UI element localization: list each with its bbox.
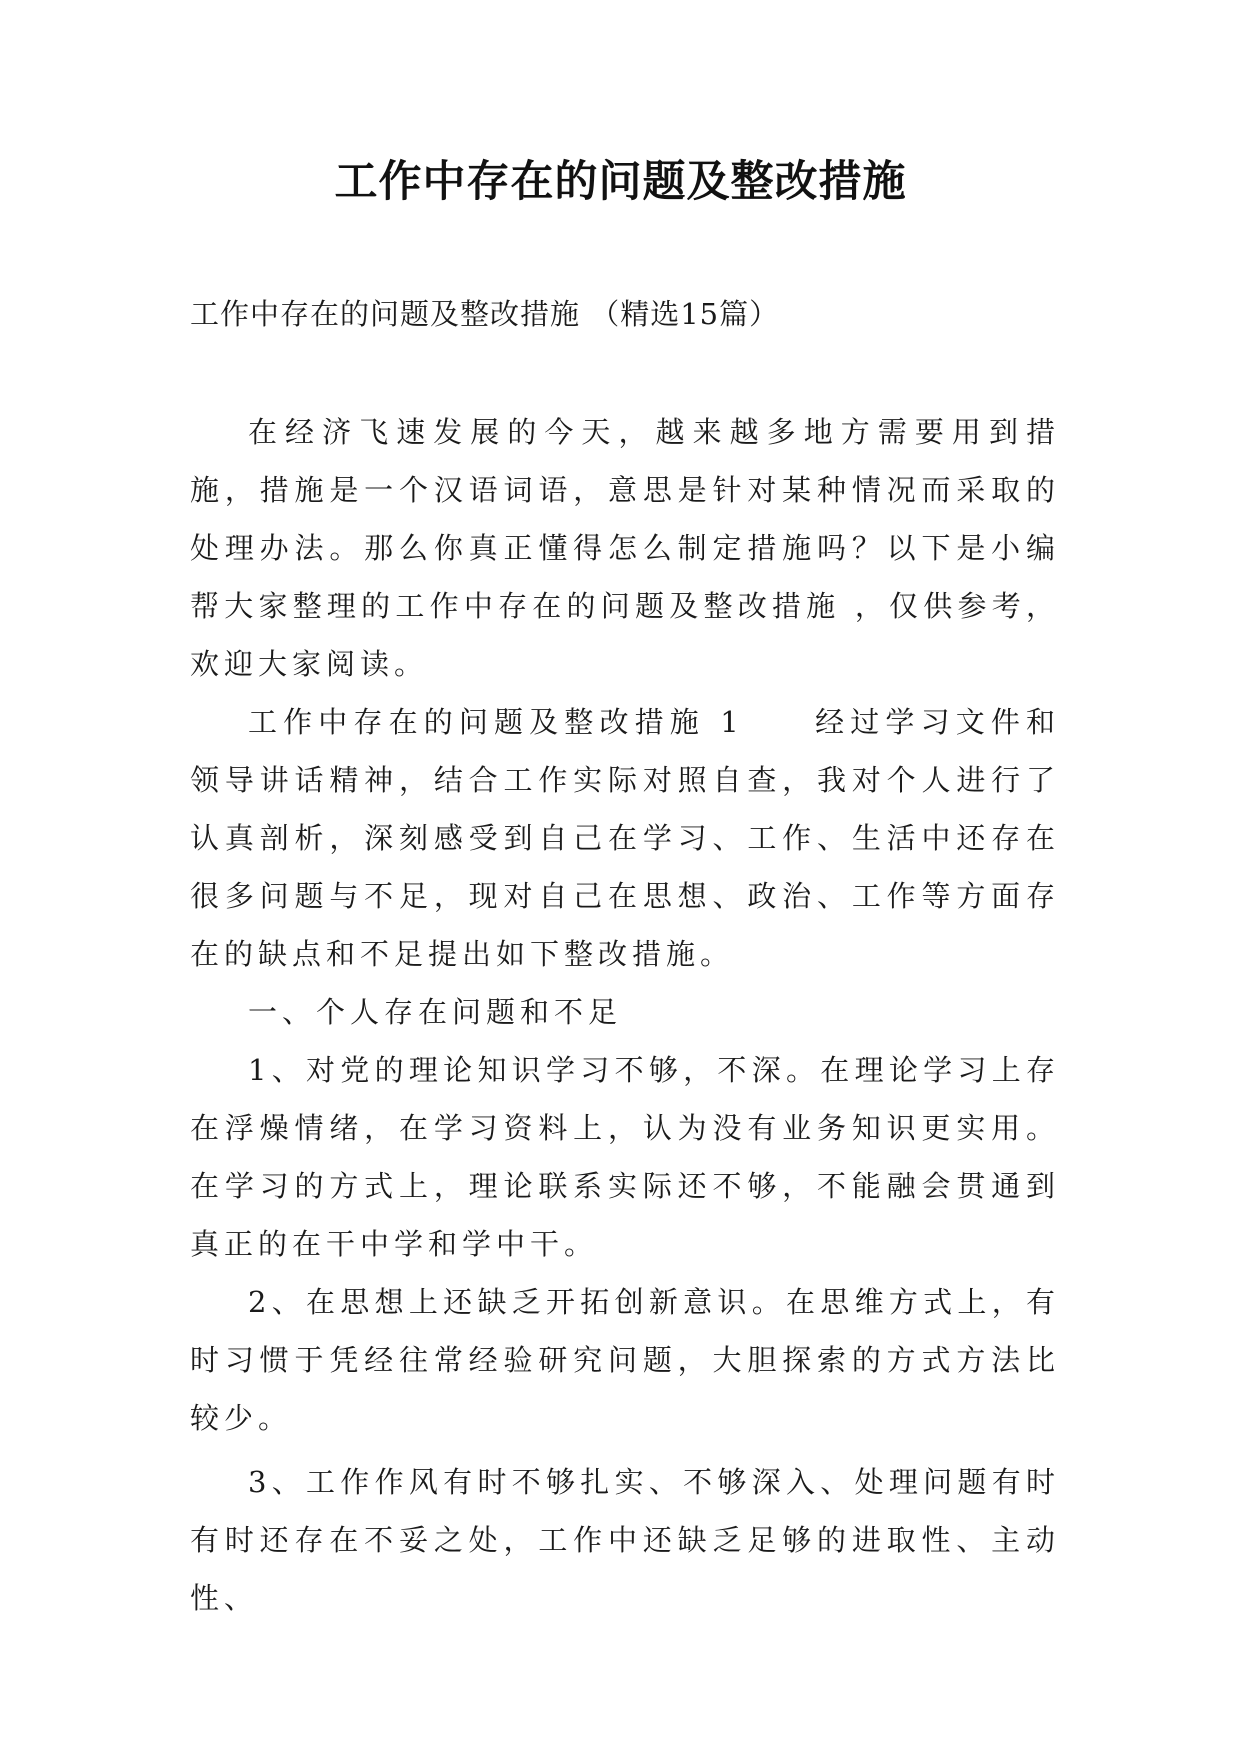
intro-paragraph: 在经济飞速发展的今天，越来越多地方需要用到措施，措施是一个汉语词语，意思是针对某种情况而采取的处理办法。那么你真正懂得怎么制定措施吗？以下是小编帮大家整理的工作中存在的问题及整改措施 ，仅供参考，欢迎大家阅读。	[190, 415, 1060, 681]
body-paragraph: 3、工作作风有时不够扎实、不够深入、处理问题有时有时还存在不妥之处，工作中还缺乏足够的进取性、主动性、	[190, 1465, 1060, 1615]
body-paragraph: 1、对党的理论知识学习不够，不深。在理论学习上存在浮燥情绪，在学习资料上，认为没有业务知识更实用。在学习的方式上，理论联系实际还不够，不能融会贯通到真正的在干中学和学中干。	[190, 1053, 1060, 1261]
body-paragraph: 工作中存在的问题及整改措施 1 经过学习文件和领导讲话精神，结合工作实际对照自查，我对个人进行了认真剖析，深刻感受到自己在学习、工作、生活中还存在很多问题与不足，现对自己在思想、政治、工作等方面存在的缺点和不足提出如下整改措施。	[190, 705, 1060, 971]
document-body	[190, 403, 1060, 1627]
document-subtitle: 工作中存在的问题及整改措施 （精选15篇）	[190, 297, 780, 331]
body-paragraph: 2、在思想上还缺乏开拓创新意识。在思维方式上，有时习惯于凭经往常经验研究问题，大胆探索的方式方法比较少。	[190, 1285, 1060, 1435]
document-title: 工作中存在的问题及整改措施	[334, 157, 907, 207]
section-heading: 一、个人存在问题和不足	[248, 995, 623, 1029]
